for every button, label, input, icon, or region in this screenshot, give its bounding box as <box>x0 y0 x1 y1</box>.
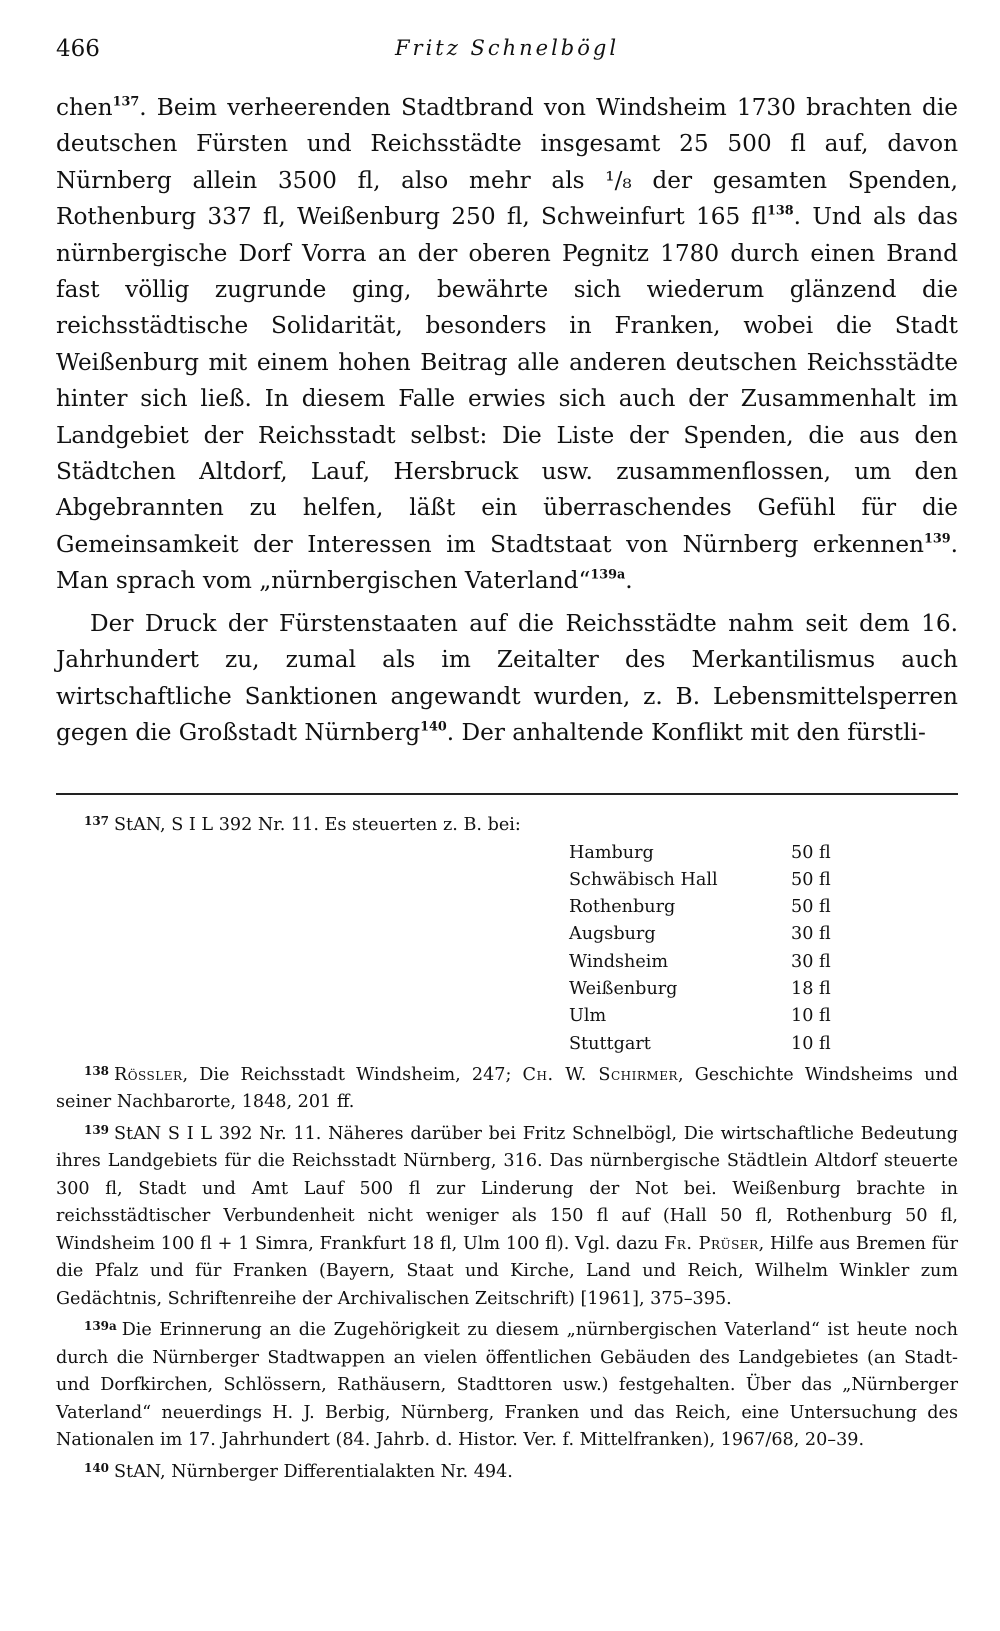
amount-cell: 18 fl <box>791 979 831 999</box>
city-cell: Schwäbisch Hall <box>569 869 718 890</box>
footnote-divider <box>56 793 958 795</box>
footnote-ref-140: 140 <box>420 719 447 735</box>
city-cell: Stuttgart <box>569 1033 651 1054</box>
amount-cell: 50 fl <box>791 869 831 890</box>
footnote-139 <box>56 1117 958 1314</box>
city-cell: Ulm <box>569 1006 607 1027</box>
footnote-number: 138 <box>84 1063 109 1078</box>
fraction: ¹/₈ <box>605 166 632 194</box>
city-cell: Windsheim <box>569 951 669 972</box>
footnote-137 <box>56 808 958 840</box>
page-number: 466 <box>56 36 100 62</box>
paragraph-1 <box>56 90 958 600</box>
author-name: Rössler <box>113 1064 183 1085</box>
footnote-number: 139a <box>84 1319 117 1334</box>
footnote-text: StAN S I L 392 Nr. 11. Näheres darüber bei Fritz Schnelbögl, Die wirtschaftliche Bedeutung ihres Landgebiets für die Reichsstadt Nürnberg, 316. Das nürnbergische Städtlein Altdorf steuerte 300 fl, Stadt und Amt Lauf 500 fl zur Linderung der Not bei. Weißenburg brachte in reichsstädtischer Verbundenheit nicht weniger als 150 fl auf (Hall 50 fl, Rothenburg 50 fl, Windsheim 100 fl + 1 Simra, Frankfurt 18 fl, Ulm 100 fl). Vgl. dazu <box>56 1123 958 1254</box>
text-run: Der Druck der Fürstenstaaten auf die Reichsstädte nahm seit dem 16. Jahrhundert zu, zumal als im Zeitalter des Merkantilismus auch wirtschaftliche Sanktionen angewandt wurden, z. B. Lebensmittelsperren gegen die Großstadt Nürnberg <box>56 609 958 746</box>
footnote-140 <box>56 1455 958 1487</box>
text-run: . <box>625 567 633 595</box>
contribution-table <box>569 840 831 1058</box>
text-run: chen <box>56 94 113 121</box>
text-run: . Beim verheerenden Stadtbrand von Windsheim 1730 brachten die deutschen Fürsten und Reichsstädte insgesamt 25 500 fl auf, davon Nürnberg allein 3500 fl, also mehr als <box>56 94 958 194</box>
footnote-ref-138: 138 <box>767 203 794 219</box>
table-row <box>569 1003 831 1030</box>
footnote-ref-139a: 139a <box>590 567 626 583</box>
footnote-text: , Hilfe aus Bremen für die Pfalz und für Franken (Bayern, Staat und Kirche, Land und Reich, Wilhelm Winkler zum Gedächtnis, Schriftenreihe der Archivalischen Zeitschrift) [1961], 375–395. <box>56 1233 958 1309</box>
author-name: Ch. W. Schirmer <box>522 1064 678 1085</box>
city-cell: Augsburg <box>569 924 656 945</box>
amount-cell: 50 fl <box>791 897 831 918</box>
footnote-text: StAN, Nürnberger Differentialakten Nr. 494. <box>113 1461 513 1482</box>
table-row <box>569 867 831 894</box>
footnote-number: 137 <box>84 814 109 828</box>
footnotes <box>56 808 958 1486</box>
table-row <box>569 894 831 921</box>
table-row <box>569 949 831 976</box>
amount-cell: 10 fl <box>791 1006 831 1027</box>
amount-cell: 30 fl <box>791 924 831 945</box>
footnote-text: Die Erinnerung an die Zugehörigkeit zu diesem „nürnbergischen Vaterland“ ist heute noch durch die Nürnberger Stadtwappen an vielen öffentlichen Gebäuden des Landgebietes (an Stadt- und Dorfkirchen, Schlössern, Rathäusern, Stadttoren usw.) festgehalten. Über das „Nürnberger Vaterland“ neuerdings H. J. Berbig, Nürnberg, Franken und das Reich, eine Untersuchung des Nationalen im 17. Jahrhundert (84. Jahrb. d. Histor. Ver. f. Mittelfranken), 1967/68, 20–39. <box>56 1320 958 1451</box>
paragraph-2 <box>56 606 958 752</box>
footnote-text: , Geschichte Windsheims und seiner Nachbarorte, 1848, 201 ff. <box>56 1064 958 1113</box>
footnote-text: StAN, S I L 392 Nr. 11. Es steuerten z. B. bei: <box>113 815 521 836</box>
footnote-ref-137: 137 <box>112 94 140 110</box>
table-row <box>569 976 831 1003</box>
author-name: Fr. Prüser <box>664 1233 759 1254</box>
table-row <box>569 1031 831 1058</box>
page-header <box>56 36 958 66</box>
amount-cell: 50 fl <box>791 842 831 863</box>
text-run: der gesamten Spenden, Rothenburg 337 fl, Weißenburg 250 fl, Schweinfurt 165 fl <box>56 166 958 231</box>
footnote-139a <box>56 1313 958 1455</box>
text-run: . Der anhaltende Konflikt mit den fürstli- <box>446 718 926 746</box>
table-row <box>569 840 831 867</box>
amount-cell: 30 fl <box>791 951 831 972</box>
footnote-text: , Die Reichsstadt Windsheim, 247; <box>182 1064 523 1085</box>
footnote-number: 139 <box>84 1122 109 1137</box>
city-cell: Rothenburg <box>569 897 676 918</box>
main-text <box>56 90 958 751</box>
city-cell: Hamburg <box>569 842 654 863</box>
footnote-number: 140 <box>84 1460 109 1475</box>
table-row <box>569 921 831 948</box>
amount-cell: 10 fl <box>791 1033 831 1054</box>
text-run: . Und als das nürnbergische Dorf Vorra an der oberen Pegnitz 1780 durch einen Brand fast völlig zugrunde ging, bewährte sich wiederum glänzend die reichsstädtische Solidarität, besonders in Franken, wobei die Stadt Weißenburg mit einem hohen Beitrag alle anderen deutschen Reichsstädte hinter sich ließ. In diesem Falle erwies sich auch der Zusammenhalt im Landgebiet der Reichsstadt selbst: Die Liste der Spenden, die aus den Städtchen Altdorf, Lauf, Hersbruck usw. zusammenflossen, um den Abgebrannten zu helfen, läßt ein überraschendes Gefühl für die Gemeinsamkeit der Interessen im Stadtstaat von Nürnberg erkennen <box>56 203 958 558</box>
footnote-138 <box>56 1058 958 1117</box>
city-cell: Weißenburg <box>569 979 678 999</box>
footnote-ref-139: 139 <box>924 531 951 547</box>
running-title: Fritz Schnelbögl <box>394 36 620 60</box>
text-run: . Man sprach vom „nürnbergischen Vaterland“ <box>56 530 958 595</box>
